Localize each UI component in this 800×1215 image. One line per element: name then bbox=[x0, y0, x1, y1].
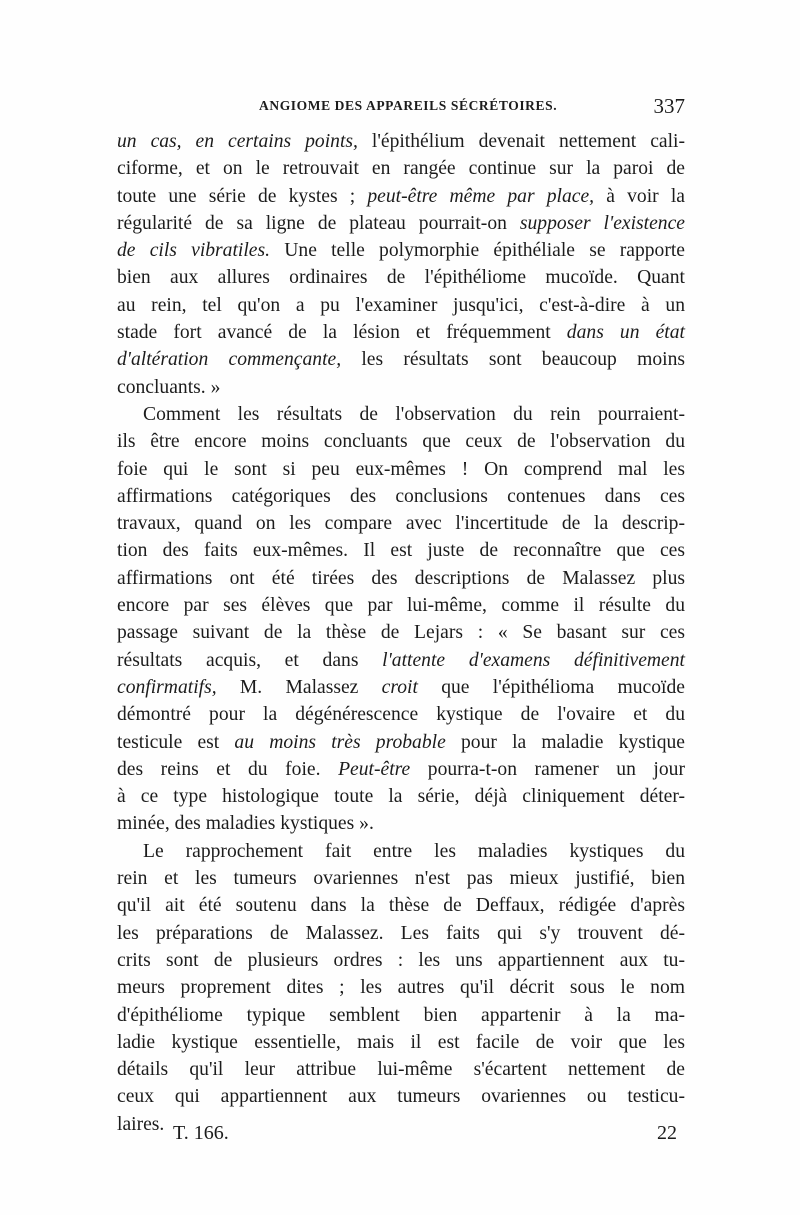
italic-text: croit bbox=[381, 676, 418, 698]
text-run: crits sont de plusieurs ordres : les uns appartiennent aux tu- bbox=[117, 949, 685, 971]
italic-text: d'altération commençante, bbox=[117, 349, 342, 371]
text-line bbox=[117, 456, 685, 483]
text-run: affirmations ont été tirées des descriptions de Malassez plus bbox=[117, 567, 685, 589]
text-line bbox=[117, 647, 685, 674]
text-line bbox=[117, 346, 685, 373]
text-run: stade fort avancé de la lésion et fréquemment bbox=[117, 322, 567, 344]
printer-signature: T. 166. bbox=[173, 1122, 229, 1144]
text-line bbox=[117, 701, 685, 728]
page-header bbox=[117, 94, 685, 124]
text-line bbox=[117, 183, 685, 210]
text-run: minée, des maladies kystiques ». bbox=[117, 813, 374, 835]
text-line bbox=[117, 920, 685, 947]
text-run: des reins et du foie. bbox=[117, 758, 339, 780]
text-line bbox=[117, 838, 685, 865]
text-line bbox=[117, 619, 685, 646]
italic-text: de cils vibratiles. bbox=[117, 240, 271, 262]
italic-text: Peut-être bbox=[338, 758, 411, 780]
text-run: meurs proprement dites ; les autres qu'il décrit sous le nom bbox=[117, 977, 685, 999]
text-run: testicule est bbox=[117, 731, 235, 753]
text-run: pourra-t-on ramener un jour bbox=[410, 758, 685, 780]
text-line bbox=[117, 1029, 685, 1056]
text-line bbox=[117, 810, 685, 837]
text-line bbox=[117, 892, 685, 919]
text-line bbox=[117, 128, 685, 155]
text-run: concluants. » bbox=[117, 376, 221, 398]
text-line bbox=[117, 565, 685, 592]
text-run: ceux qui appartiennent aux tumeurs ovariennes ou testicu- bbox=[117, 1086, 685, 1108]
text-run: travaux, quand on les compare avec l'incertitude de la descrip- bbox=[117, 513, 685, 535]
text-line bbox=[117, 1002, 685, 1029]
text-line bbox=[117, 974, 685, 1001]
text-run: les résultats sont beaucoup moins bbox=[341, 349, 685, 371]
text-line bbox=[117, 592, 685, 619]
text-run: passage suivant de la thèse de Lejars : « Se basant sur ces bbox=[117, 622, 685, 644]
text-run: que l'épithélioma mucoïde bbox=[417, 676, 685, 698]
text-run: qu'il ait été soutenu dans la thèse de Deffaux, rédigée d'après bbox=[117, 895, 685, 917]
text-line bbox=[117, 729, 685, 756]
text-line bbox=[117, 483, 685, 510]
text-line bbox=[117, 292, 685, 319]
italic-text: peut-être même par place, bbox=[367, 185, 595, 207]
text-run: Une telle polymorphie épithéliale se rapporte bbox=[270, 240, 685, 262]
text-line bbox=[117, 510, 685, 537]
text-line bbox=[117, 674, 685, 701]
running-title: ANGIOME DES APPAREILS SÉCRÉTOIRES. bbox=[259, 98, 558, 113]
text-run: Le rapprochement fait entre les maladies kystiques du bbox=[143, 840, 685, 862]
page-number: 337 bbox=[653, 94, 685, 118]
text-line bbox=[117, 264, 685, 291]
text-run: ladie kystique essentielle, mais il est facile de voir que les bbox=[117, 1031, 685, 1053]
text-run: les préparations de Malassez. Les faits qui s'y trouvent dé- bbox=[117, 922, 685, 944]
text-run: tion des faits eux-mêmes. Il est juste de reconnaître que ces bbox=[117, 540, 685, 562]
italic-text: un cas, en certains points, bbox=[117, 131, 358, 152]
text-run: affirmations catégoriques des conclusions contenues dans ces bbox=[117, 485, 685, 507]
text-line bbox=[117, 401, 685, 428]
text-run: bien aux allures ordinaires de l'épithéliome mucoïde. Quant bbox=[117, 267, 685, 289]
text-line bbox=[117, 428, 685, 455]
text-line bbox=[117, 1056, 685, 1083]
text-run: rein et les tumeurs ovariennes n'est pas mieux justifié, bien bbox=[117, 868, 685, 890]
text-run: pour la maladie kystique bbox=[445, 731, 685, 753]
text-line bbox=[117, 756, 685, 783]
text-line bbox=[117, 783, 685, 810]
text-run: ciforme, et on le retrouvait en rangée continue sur la paroi de bbox=[117, 158, 685, 180]
text-run: Comment les résultats de l'observation du rein pourraient- bbox=[143, 403, 685, 425]
text-run: M. Malassez bbox=[216, 676, 382, 698]
body-text bbox=[117, 128, 685, 1138]
italic-text: l'attente d'examens définitivement bbox=[382, 649, 685, 671]
text-run: résultats acquis, et dans bbox=[117, 649, 383, 671]
text-line bbox=[117, 374, 685, 401]
text-line bbox=[117, 947, 685, 974]
text-run: encore par ses élèves que par lui-même, comme il résulte du bbox=[117, 595, 685, 617]
text-line bbox=[117, 865, 685, 892]
text-line bbox=[117, 237, 685, 264]
text-line bbox=[117, 1083, 685, 1110]
italic-text: supposer l'existence bbox=[519, 212, 685, 234]
text-run: démontré pour la dégénérescence kystique de l'ovaire et du bbox=[117, 704, 685, 726]
sheet-number: 22 bbox=[657, 1122, 677, 1144]
italic-text: dans un état bbox=[566, 322, 685, 344]
text-run: à ce type histologique toute la série, déjà cliniquement déter- bbox=[117, 786, 685, 808]
text-run: régularité de sa ligne de plateau pourrait-on bbox=[117, 212, 520, 234]
text-run: détails qu'il leur attribue lui-même s'écartent nettement de bbox=[117, 1059, 685, 1081]
text-run: au rein, tel qu'on a pu l'examiner jusqu'ici, c'est-à-dire à un bbox=[117, 294, 685, 316]
text-run: d'épithéliome typique semblent bien appartenir à la ma- bbox=[117, 1004, 685, 1026]
text-line bbox=[117, 155, 685, 182]
text-run: foie qui le sont si peu eux-mêmes ! On comprend mal les bbox=[117, 458, 685, 480]
text-line bbox=[117, 319, 685, 346]
page-footer bbox=[117, 1122, 685, 1152]
text-line bbox=[117, 537, 685, 564]
italic-text: au moins très probable bbox=[234, 731, 446, 753]
text-line bbox=[117, 210, 685, 237]
text-run: toute une série de kystes ; bbox=[117, 185, 368, 207]
text-run: à voir la bbox=[594, 185, 685, 207]
text-run: laires. bbox=[117, 1113, 165, 1135]
italic-text: confirmatifs, bbox=[117, 676, 217, 698]
text-run: l'épithélium devenait nettement cali- bbox=[357, 131, 686, 152]
text-run: ils être encore moins concluants que ceux de l'observation du bbox=[117, 431, 685, 453]
